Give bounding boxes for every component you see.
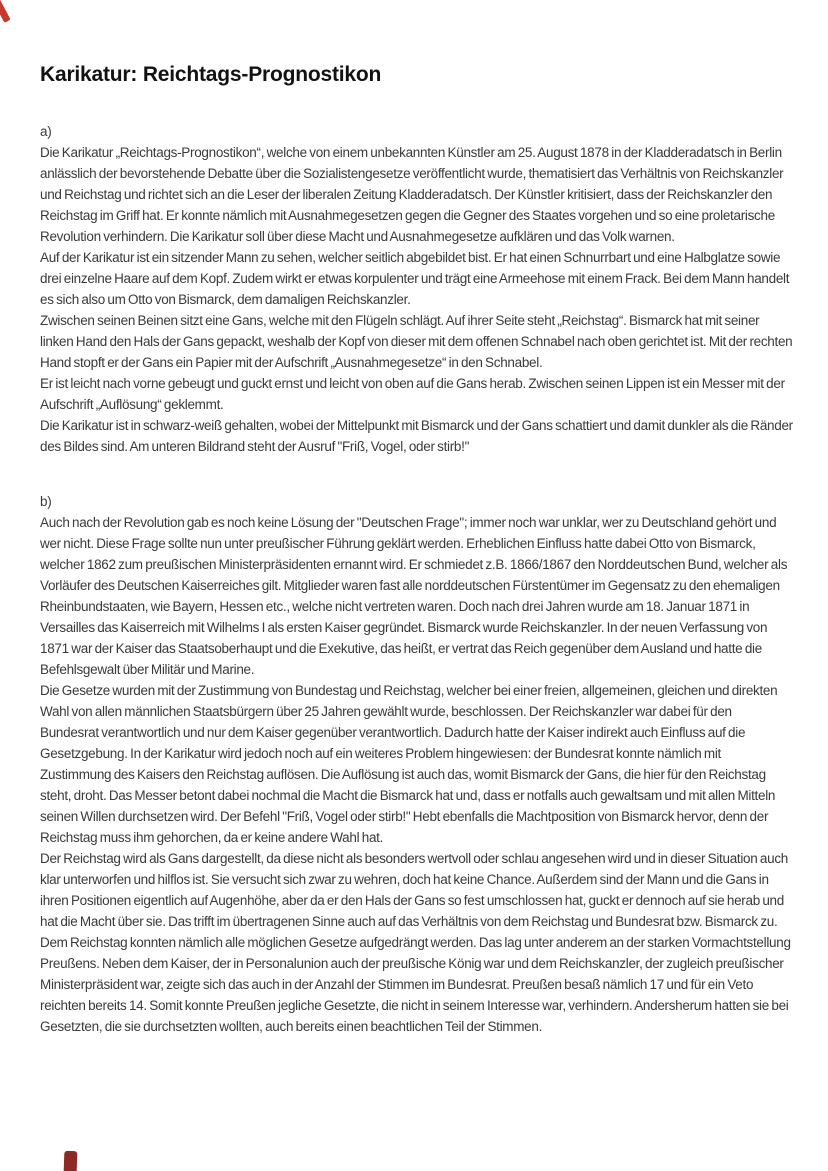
page-title: Karikatur: Reichtags-Prognostikon — [40, 63, 382, 86]
paragraph: Zwischen seinen Beinen sitzt eine Gans, welche mit den Flügeln schlägt. Auf ihrer Seite steht „Reichstag“. Bismarck hat mit seiner linken Hand den Hals der Gans gepackt, weshalb der Kopf von dieser mit dem offenen Schnabel nach oben gerichtet ist. Mit der rechten Hand stopft er der Gans ein Papier mit der Aufschrift „Ausnahmegesetze“ in den Schnabel. — [40, 313, 793, 370]
document-content — [40, 0, 793, 1037]
section-a-label: a) — [40, 124, 52, 139]
red-pen-mark-top-left-icon — [0, 0, 11, 23]
paragraph: Auf der Karikatur ist ein sitzender Mann zu sehen, welcher seitlich abgebildet bist. Er hat einen Schnurrbart und eine Halbglatze sowie drei einzelne Haare auf dem Kopf. Zudem wirkt er etwas korpulenter und trägt eine Armeehose mit einem Frack. Bei dem Mann handelt es sich also um Otto von Bismarck, dem damaligen Reichskanzler. — [40, 250, 790, 307]
paragraph: Die Gesetze wurden mit der Zustimmung von Bundestag und Reichstag, welcher bei einer freien, allgemeinen, gleichen und direkten Wahl von allen männlichen Staatsbürgern über 25 Jahren gewählt wurde, beschlossen. Der Reichskanzler war dabei für den Bundesrat verantwortlich und nur dem Kaiser gegenüber verantwortlich. Dadurch hatte der Kaiser indirekt auch Einfluss auf die Gesetzgebung. In der Karikatur wird jedoch noch auf ein weiteres Problem hingewiesen: der Bundesrat konnte nämlich mit Zustimmung des Kaisers den Reichstag auflösen. Die Auflösung ist auch das, womit Bismarck der Gans, die hier für den Reichstag steht, droht. Das Messer betont dabei nochmal die Macht die Bismarck hat und, dass er notfalls auch gewaltsam und mit allen Mitteln seinen Willen durchsetzen wird. Der Befehl "Friß, Vogel oder stirb!" Hebt ebenfalls die Machtposition von Bismarck hervor, denn der Reichstag muss ihm gehorchen, da er keine andere Wahl hat. — [40, 683, 778, 845]
paragraph: Auch nach der Revolution gab es noch keine Lösung der "Deutschen Frage"; immer noch war unklar, wer zu Deutschland gehört und wer nicht. Diese Frage sollte nun unter preußischer Führung geklärt werden. Erheblichen Einfluss hatte dabei Otto von Bismarck, welcher 1862 zum preußischen Ministerpräsidenten ernannt wird. Er schmiedet z.B. 1866/1867 den Norddeutschen Bund, welcher als Vorläufer des Deutschen Kaiserreiches gilt. Mitglieder waren fast alle norddeutschen Fürstentümer im Gegensatz zu den ehemaligen Rheinbundstaaten, wie Bayern, Hessen etc., welche nicht vertreten waren. Doch nach drei Jahren wurde am 18. Januar 1871 in Versailles das Kaiserreich mit Wilhelms I als ersten Kaiser gegründet. Bismarck wurde Reichskanzler. In der neuen Verfassung von 1871 war der Kaiser das Staatsoberhaupt und die Exekutive, das heißt, er vertrat das Reich gegenüber dem Ausland und hatte die Befehlsgewalt über Militär und Marine. — [40, 515, 788, 677]
paragraph: Er ist leicht nach vorne gebeugt und guckt ernst und leicht von oben auf die Gans herab. Zwischen seinen Lippen ist ein Messer mit der Aufschrift „Auflösung“ geklemmt. — [40, 376, 785, 412]
paragraph: Die Karikatur ist in schwarz-weiß gehalten, wobei der Mittelpunkt mit Bismarck und der Gans schattiert und damit dunkler als die Ränder des Bildes sind. Am unteren Bildrand steht der Ausruf "Friß, Vogel, oder stirb!" — [40, 418, 793, 454]
section-b — [40, 491, 793, 1037]
section-b-label: b) — [40, 494, 52, 509]
section-a — [40, 121, 793, 457]
paragraph: Die Karikatur „Reichtags-Prognostikon“, welche von einem unbekannten Künstler am 25. August 1878 in der Kladderadatsch in Berlin anlässlich der bevorstehende Debatte über die Sozialistengesetze veröffentlicht wurde, thematisiert das Verhältnis von Reichskanzler und Reichstag und richtet sich an die Leser der liberalen Zeitung Kladderadatsch. Der Künstler kritisiert, dass der Reichskanzler den Reichstag im Griff hat. Er konnte nämlich mit Ausnahmegesetzen gegen die Gegner des Staates vorgehen und so eine proletarische Revolution verhindern. Die Karikatur soll über diese Macht und Ausnahmegesetze aufklären und das Volk warnen. — [40, 145, 784, 244]
paragraph: Der Reichstag wird als Gans dargestellt, da diese nicht als besonders wertvoll oder schlau angesehen wird und in dieser Situation auch klar unterworfen und hilflos ist. Sie versucht sich zwar zu wehren, doch hat keine Chance. Außerdem sind der Mann und die Gans in ihren Positionen eigentlich auf Augenhöhe, aber da er den Hals der Gans so fest umschlossen hat, guckt er dennoch auf sie herab und hat die Macht über sie. Das trifft im übertragenen Sinne auch auf das Verhältnis von dem Reichstag und Bundesrat bzw. Bismarck zu. Dem Reichstag konnten nämlich alle möglichen Gesetze aufgedrängt werden. Das lag unter anderem an der starken Vormachtstellung Preußens. Neben dem Kaiser, der in Personalunion auch der preußische König war und dem Reichskanzler, der zugleich preußischer Ministerpräsident war, zeigte sich das auch in der Anzahl der Stimmen im Bundesrat. Preußen besaß nämlich 17 und für ein Veto reichten bereits 14. Somit konnte Preußen jegliche Gesetzte, die nicht in seinem Interesse war, verhindern. Andersherum hatten sie bei Gesetzten, die sie durchsetzten wollten, auch bereits einen beachtlichen Teil der Stimmen. — [40, 851, 791, 1034]
red-pen-mark-bottom-icon — [64, 1151, 78, 1171]
